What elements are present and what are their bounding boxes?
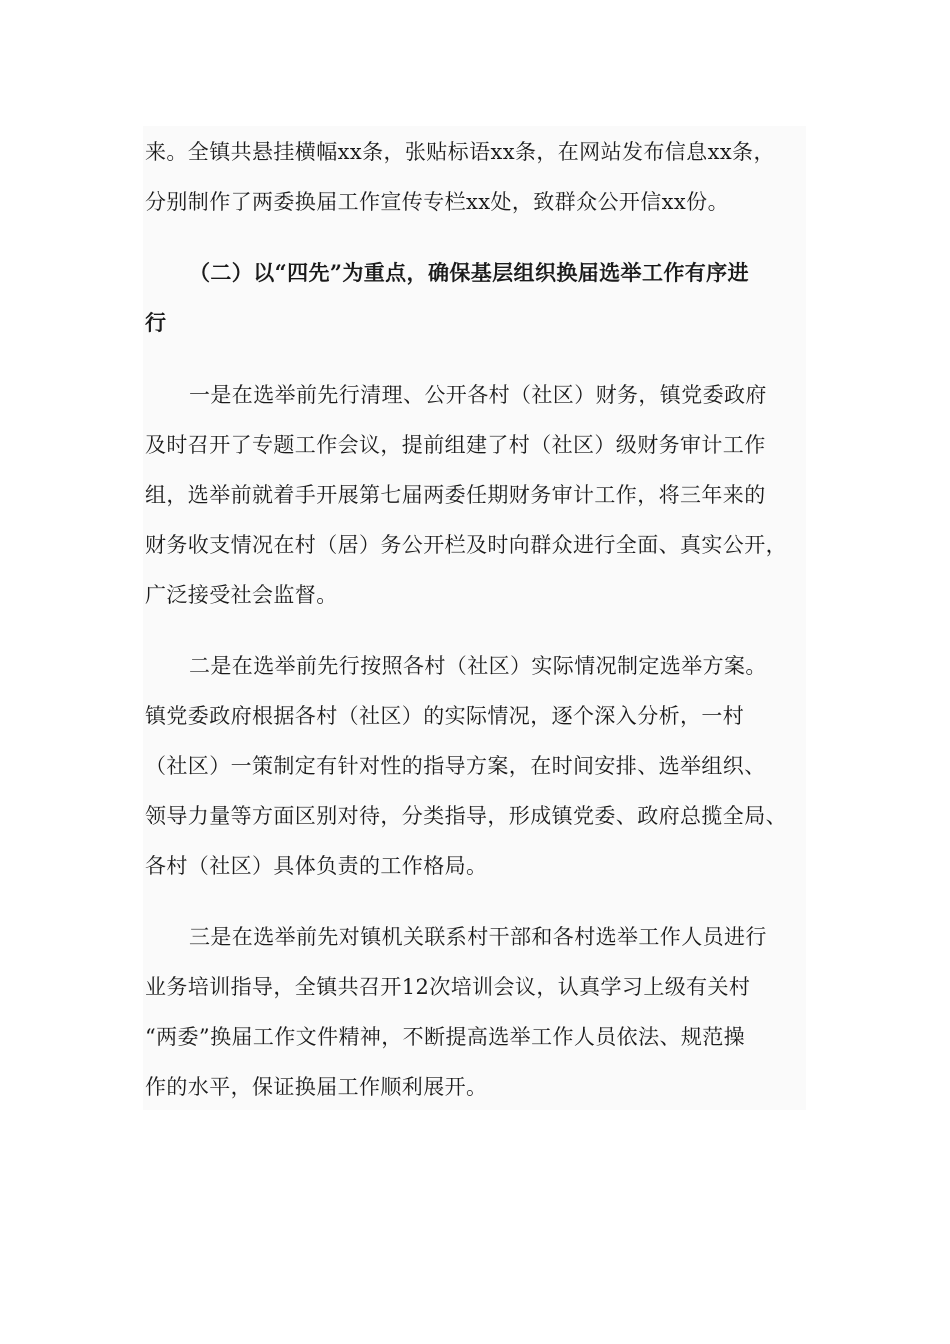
paragraph-line: 各村（社区）具体负责的工作格局。 (145, 854, 488, 878)
paragraph-line: 三是在选举前先对镇机关联系村干部和各村选举工作人员进行 (189, 925, 767, 949)
paragraph-line: （社区）一策制定有针对性的指导方案，在时间安排、选举组织、 (145, 754, 766, 778)
paragraph-line: 财务收支情况在村（居）务公开栏及时向群众进行全面、真实公开， (145, 533, 787, 557)
paragraph-line: 组，选举前就着手开展第七届两委任期财务审计工作，将三年来的 (145, 483, 766, 507)
paragraph-line: 来。全镇共悬挂横幅xx条，张贴标语xx条，在网站发布信息xx条， (145, 140, 775, 164)
section-heading: （二）以“四先”为重点，确保基层组织换届选举工作有序进 (189, 260, 749, 285)
paragraph-line: 领导力量等方面区别对待，分类指导，形成镇党委、政府总揽全局、 (145, 804, 787, 828)
paragraph-line: 分别制作了两委换届工作宣传专栏xx处，致群众公开信xx份。 (145, 190, 729, 214)
paragraph-line: 镇党委政府根据各村（社区）的实际情况，逐个深入分析，一村 (145, 704, 745, 728)
paragraph-line: 及时召开了专题工作会议，提前组建了村（社区）级财务审计工作 (145, 433, 766, 457)
paragraph-line: 广泛接受社会监督。 (145, 583, 338, 607)
document-text-block (143, 126, 806, 1110)
paragraph-line: 一是在选举前先行清理、公开各村（社区）财务，镇党委政府 (189, 383, 767, 407)
section-heading: 行 (145, 310, 167, 335)
paragraph-line: 业务培训指导，全镇共召开12次培训会议，认真学习上级有关村 (145, 975, 751, 999)
paragraph-line: 二是在选举前先行按照各村（社区）实际情况制定选举方案。 (189, 654, 767, 678)
paragraph-line: 作的水平，保证换届工作顺利展开。 (145, 1075, 488, 1099)
paragraph-line: “两委”换届工作文件精神，不断提高选举工作人员依法、规范操 (145, 1025, 746, 1049)
